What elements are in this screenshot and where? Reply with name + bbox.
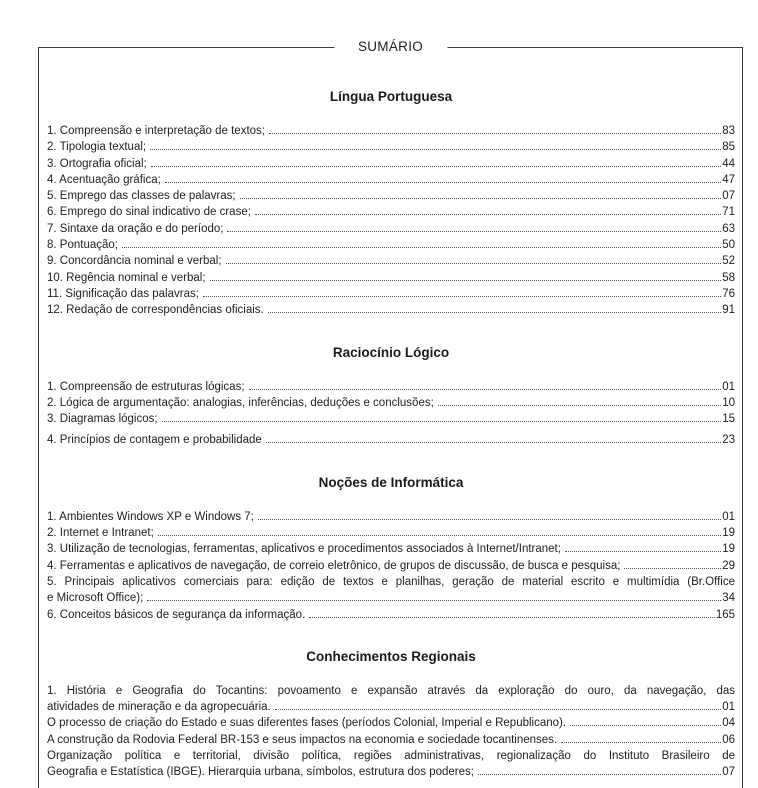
page-number: 47: [722, 173, 735, 186]
dot-leader: [268, 312, 721, 313]
toc-entry-row: [47, 253, 735, 269]
toc-entry-row: [47, 432, 735, 448]
toc-entry: [47, 683, 735, 716]
toc-entry-text: 4. Ferramentas e aplicativos de navegação, de correio eletrônico, de grupos de discussão, de busca e pesquisa;: [47, 559, 621, 572]
toc-entry: [47, 525, 735, 541]
toc-section: [47, 475, 735, 623]
dot-leader: [122, 247, 721, 248]
toc-entry-row: [47, 509, 735, 525]
toc-entry: [47, 237, 735, 253]
page-number: 07: [722, 766, 735, 779]
toc-entry-row: [47, 188, 735, 204]
toc-entry-text: 5. Principais aplicativos comerciais para: edição de textos e planilhas, geração de material escrito e multimídia (Br.Office: [47, 575, 735, 588]
toc-entry-text: 1. Ambientes Windows XP e Windows 7;: [47, 510, 254, 523]
toc-entry-row: [47, 270, 735, 286]
dot-leader: [151, 166, 721, 167]
toc-entries: [47, 683, 735, 781]
dot-leader: [227, 231, 721, 232]
toc-entry-text: 11. Significação das palavras;: [47, 287, 199, 300]
toc-entry: [47, 204, 735, 220]
toc-entries: [47, 379, 735, 449]
page-number: 19: [722, 543, 735, 556]
toc-entry-text: 2. Tipologia textual;: [47, 141, 147, 154]
toc-entry: [47, 541, 735, 557]
toc-entry: [47, 379, 735, 395]
dot-leader: [258, 519, 721, 520]
toc-entry-row: [47, 395, 735, 411]
toc-entry-text: 3. Utilização de tecnologias, ferramentas, aplicativos e procedimentos associados à Internet/Intranet;: [47, 543, 561, 556]
dot-leader: [150, 149, 721, 150]
summary-frame: [38, 39, 743, 788]
toc-entry-text: 12. Redação de correspondências oficiais.: [47, 304, 264, 317]
dot-leader: [266, 442, 721, 443]
toc-entry: [47, 172, 735, 188]
toc-entry-row: [47, 379, 735, 395]
page-number: 91: [722, 304, 735, 317]
toc-entry-row: [47, 286, 735, 302]
toc-entry-row: [47, 525, 735, 541]
toc-entry: [47, 270, 735, 286]
dot-leader: [240, 198, 722, 199]
page-number: 10: [722, 396, 735, 409]
toc-entry-text: 6. Conceitos básicos de segurança da informação.: [47, 608, 306, 621]
toc-entry-text: 6. Emprego do sinal indicativo de crase;: [47, 206, 251, 219]
dot-leader: [210, 280, 722, 281]
page-number: 58: [722, 271, 735, 284]
toc-entry-row: [47, 221, 735, 237]
toc-entry-row: [47, 237, 735, 253]
toc-section: [47, 89, 735, 319]
dot-leader: [309, 617, 715, 618]
toc-entry-text: e Microsoft Office);: [47, 592, 144, 605]
toc-entry-row: [47, 699, 735, 715]
dot-leader: [226, 263, 722, 264]
toc-entry: [47, 302, 735, 318]
toc-section: [47, 649, 735, 781]
toc-entry: [47, 558, 735, 574]
section-heading: Língua Portuguesa: [329, 89, 453, 104]
toc-entry: [47, 432, 735, 448]
page-number: 85: [722, 141, 735, 154]
toc-entry-text: O processo de criação do Estado e suas diferentes fases (períodos Colonial, Imperial e Republicano).: [47, 717, 567, 730]
page-number: 19: [722, 527, 735, 540]
toc-entry-row: [47, 558, 735, 574]
page-number: 50: [722, 239, 735, 252]
toc-entry-text: 1. Compreensão de estruturas lógicas;: [47, 380, 245, 393]
toc-entry-text: 2. Internet e Intranet;: [47, 527, 154, 540]
section-heading: Raciocínio Lógico: [332, 344, 450, 360]
toc-entry-text: 3. Ortografia oficial;: [47, 157, 147, 170]
dot-leader: [438, 405, 721, 406]
toc-entry: [47, 411, 735, 427]
page-number: 01: [722, 510, 735, 523]
toc-entry: [47, 123, 735, 139]
page-number: 29: [722, 559, 735, 572]
toc-entry-text: 10. Regência nominal e verbal;: [47, 271, 206, 284]
page-number: 63: [722, 222, 735, 235]
toc-entry: [47, 574, 735, 607]
page-number: 44: [722, 157, 735, 170]
dot-leader: [275, 709, 721, 710]
dot-leader: [249, 389, 722, 390]
section-heading: Conhecimentos Regionais: [306, 648, 476, 664]
page-number: 165: [715, 608, 735, 621]
dot-leader: [565, 551, 721, 552]
dot-leader: [478, 774, 721, 775]
toc-entry-row: [47, 764, 735, 780]
toc-entry-text: 3. Diagramas lógicos;: [47, 413, 158, 426]
toc-entry-row: [47, 541, 735, 557]
dot-leader: [165, 182, 721, 183]
toc-entry: [47, 156, 735, 172]
toc-entry-text: 4. Acentuação gráfica;: [47, 173, 161, 186]
page-number: 04: [722, 717, 735, 730]
toc-entry-row: [47, 204, 735, 220]
dot-leader: [203, 296, 721, 297]
toc-entry-text: 1. História e Geografia do Tocantins: povoamento e expansão através da exploração do ouro, da navegação, das: [47, 684, 735, 697]
toc-section: [47, 345, 735, 449]
toc-entry-text: Geografia e Estatística (IBGE). Hierarquia urbana, símbolos, estrutura dos poderes;: [47, 766, 474, 779]
toc-entry-text: 2. Lógica de argumentação: analogias, inferências, deduções e conclusões;: [47, 396, 434, 409]
toc-entries: [47, 509, 735, 623]
toc-entry-text: 4. Princípios de contagem e probabilidade: [47, 434, 262, 447]
toc-entry-row: [47, 590, 735, 606]
toc-entry-row: [47, 156, 735, 172]
page-number: 71: [722, 206, 735, 219]
toc-entry-text: A construção da Rodovia Federal BR-153 e seus impactos na economia e sociedade tocantinenses.: [47, 733, 558, 746]
dot-leader: [624, 568, 721, 569]
page-number: 34: [722, 592, 735, 605]
toc-entry-row: [47, 715, 735, 731]
toc-entry-row: [47, 607, 735, 623]
dot-leader: [255, 214, 721, 215]
toc-entry: [47, 221, 735, 237]
dot-leader: [147, 600, 721, 601]
toc-entry-row: [47, 123, 735, 139]
toc-entry: [47, 607, 735, 623]
toc-entry-text: Organização política e territorial, divisão política, regiões administrativas, regionalização do Instituto Brasileiro de: [47, 750, 735, 763]
summary-title: SUMÁRIO: [334, 39, 447, 55]
toc-entry: [47, 715, 735, 731]
page-number: 83: [722, 125, 735, 137]
page-number: 23: [722, 434, 735, 447]
dot-leader: [162, 421, 722, 422]
page-number: 07: [722, 190, 735, 203]
toc-entry-row: [47, 732, 735, 748]
page-number: 52: [722, 255, 735, 268]
toc-entry-row: [47, 302, 735, 318]
toc-entry: [47, 188, 735, 204]
toc-entries: [47, 123, 735, 319]
page-number: 06: [722, 733, 735, 746]
toc-entry-text: 7. Sintaxe da oração e do período;: [47, 222, 224, 235]
dot-leader: [561, 742, 721, 743]
toc-entry: [47, 509, 735, 525]
toc-entry: [47, 748, 735, 781]
toc-entry-text: 1. Compreensão e interpretação de textos;: [47, 125, 265, 137]
toc-entry: [47, 395, 735, 411]
toc-entry-text: 8. Pontuação;: [47, 239, 118, 252]
page-number: 76: [722, 287, 735, 300]
section-heading: Noções de Informática: [318, 474, 464, 490]
toc-entry-row: [47, 172, 735, 188]
toc-entry: [47, 732, 735, 748]
toc-entry-text: 9. Concordância nominal e verbal;: [47, 255, 222, 268]
dot-leader: [570, 725, 721, 726]
page-number: 01: [722, 701, 735, 714]
dot-leader: [158, 535, 721, 536]
toc-entry-text: atividades de mineração e da agropecuária.: [47, 701, 271, 714]
toc-entry: [47, 139, 735, 155]
toc-entry: [47, 286, 735, 302]
toc-entry: [47, 253, 735, 269]
dot-leader: [269, 133, 721, 134]
toc-entry-row: [47, 411, 735, 427]
toc-entry-row: [47, 139, 735, 155]
page-number: 01: [722, 380, 735, 393]
page-number: 15: [722, 413, 735, 426]
summary-sections: [47, 89, 735, 781]
toc-entry-text: 5. Emprego das classes de palavras;: [47, 190, 236, 203]
